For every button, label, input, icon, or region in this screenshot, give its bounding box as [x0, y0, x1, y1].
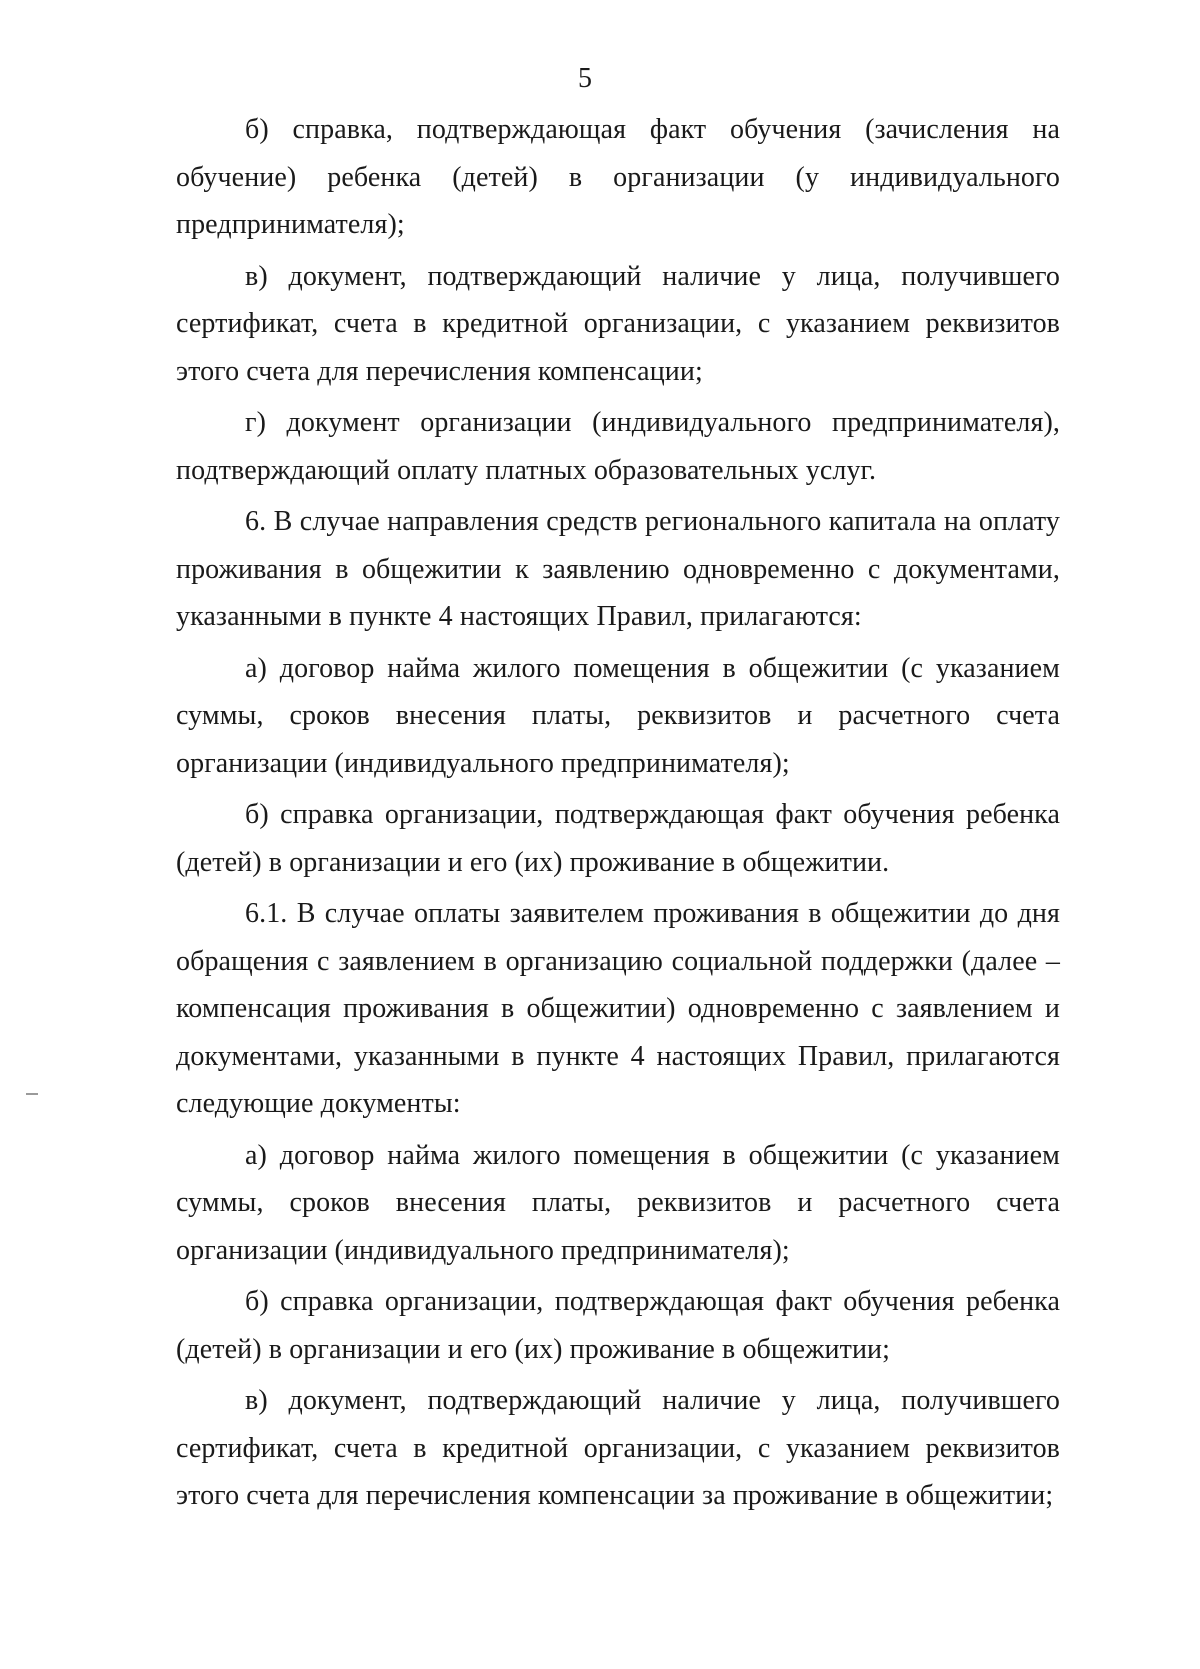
paragraph-6-1-compensation: 6.1. В случае оплаты заявителем проживания в общежитии до дня обращения с заявлением в организацию социальной поддержки (далее – компенсация проживания в общежитии) одновременно с заявлением и документами, указанными в пункте 4 настоящих Правил, прилагаются следующие документы:: [176, 898, 1060, 1119]
paragraph-6-1-a-lease-agreement: а) договор найма жилого помещения в общежитии (с указанием суммы, сроков внесения платы, реквизитов и расчетного счета организации (индивидуального предпринимателя);: [176, 1139, 1060, 1266]
paragraph-6-a-lease-agreement: а) договор найма жилого помещения в общежитии (с указанием суммы, сроков внесения платы, реквизитов и расчетного счета организации (индивидуального предпринимателя);: [176, 652, 1060, 779]
paragraph-g-payment-document: г) документ организации (индивидуального предпринимателя), подтверждающий оплату платных образовательных услуг.: [176, 407, 1060, 486]
paragraph-6-1-v-bank-account-document: в) документ, подтверждающий наличие у лица, получившего сертификат, счета в кредитной организации, с указанием реквизитов этого счета для перечисления компенсации за проживание в общежитии;: [176, 1385, 1060, 1511]
paragraph-v-bank-account-document: в) документ, подтверждающий наличие у лица, получившего сертификат, счета в кредитной организации, с указанием реквизитов этого счета для перечисления компенсации;: [176, 260, 1060, 387]
paragraph-b-certificate-of-study: б) справка, подтверждающая факт обучения (зачисления на обучение) ребенка (детей) в организации (у индивидуального предпринимателя);: [176, 114, 1060, 240]
paragraph-6-dormitory-payment: 6. В случае направления средств регионального капитала на оплату проживания в общежитии к заявлению одновременно с документами, указанными в пункте 4 настоящих Правил, прилагаются:: [176, 506, 1060, 632]
paragraph-6-1-b-certificate: б) справка организации, подтверждающая факт обучения ребенка (детей) в организации и его (их) проживание в общежитии;: [176, 1286, 1060, 1365]
paragraph-6-b-certificate: б) справка организации, подтверждающая факт обучения ребенка (детей) в организации и его (их) проживание в общежитии.: [176, 799, 1060, 878]
page-number: 5: [578, 63, 592, 94]
document-body: [176, 106, 1060, 1524]
scan-artifact-mark: [26, 1093, 38, 1095]
